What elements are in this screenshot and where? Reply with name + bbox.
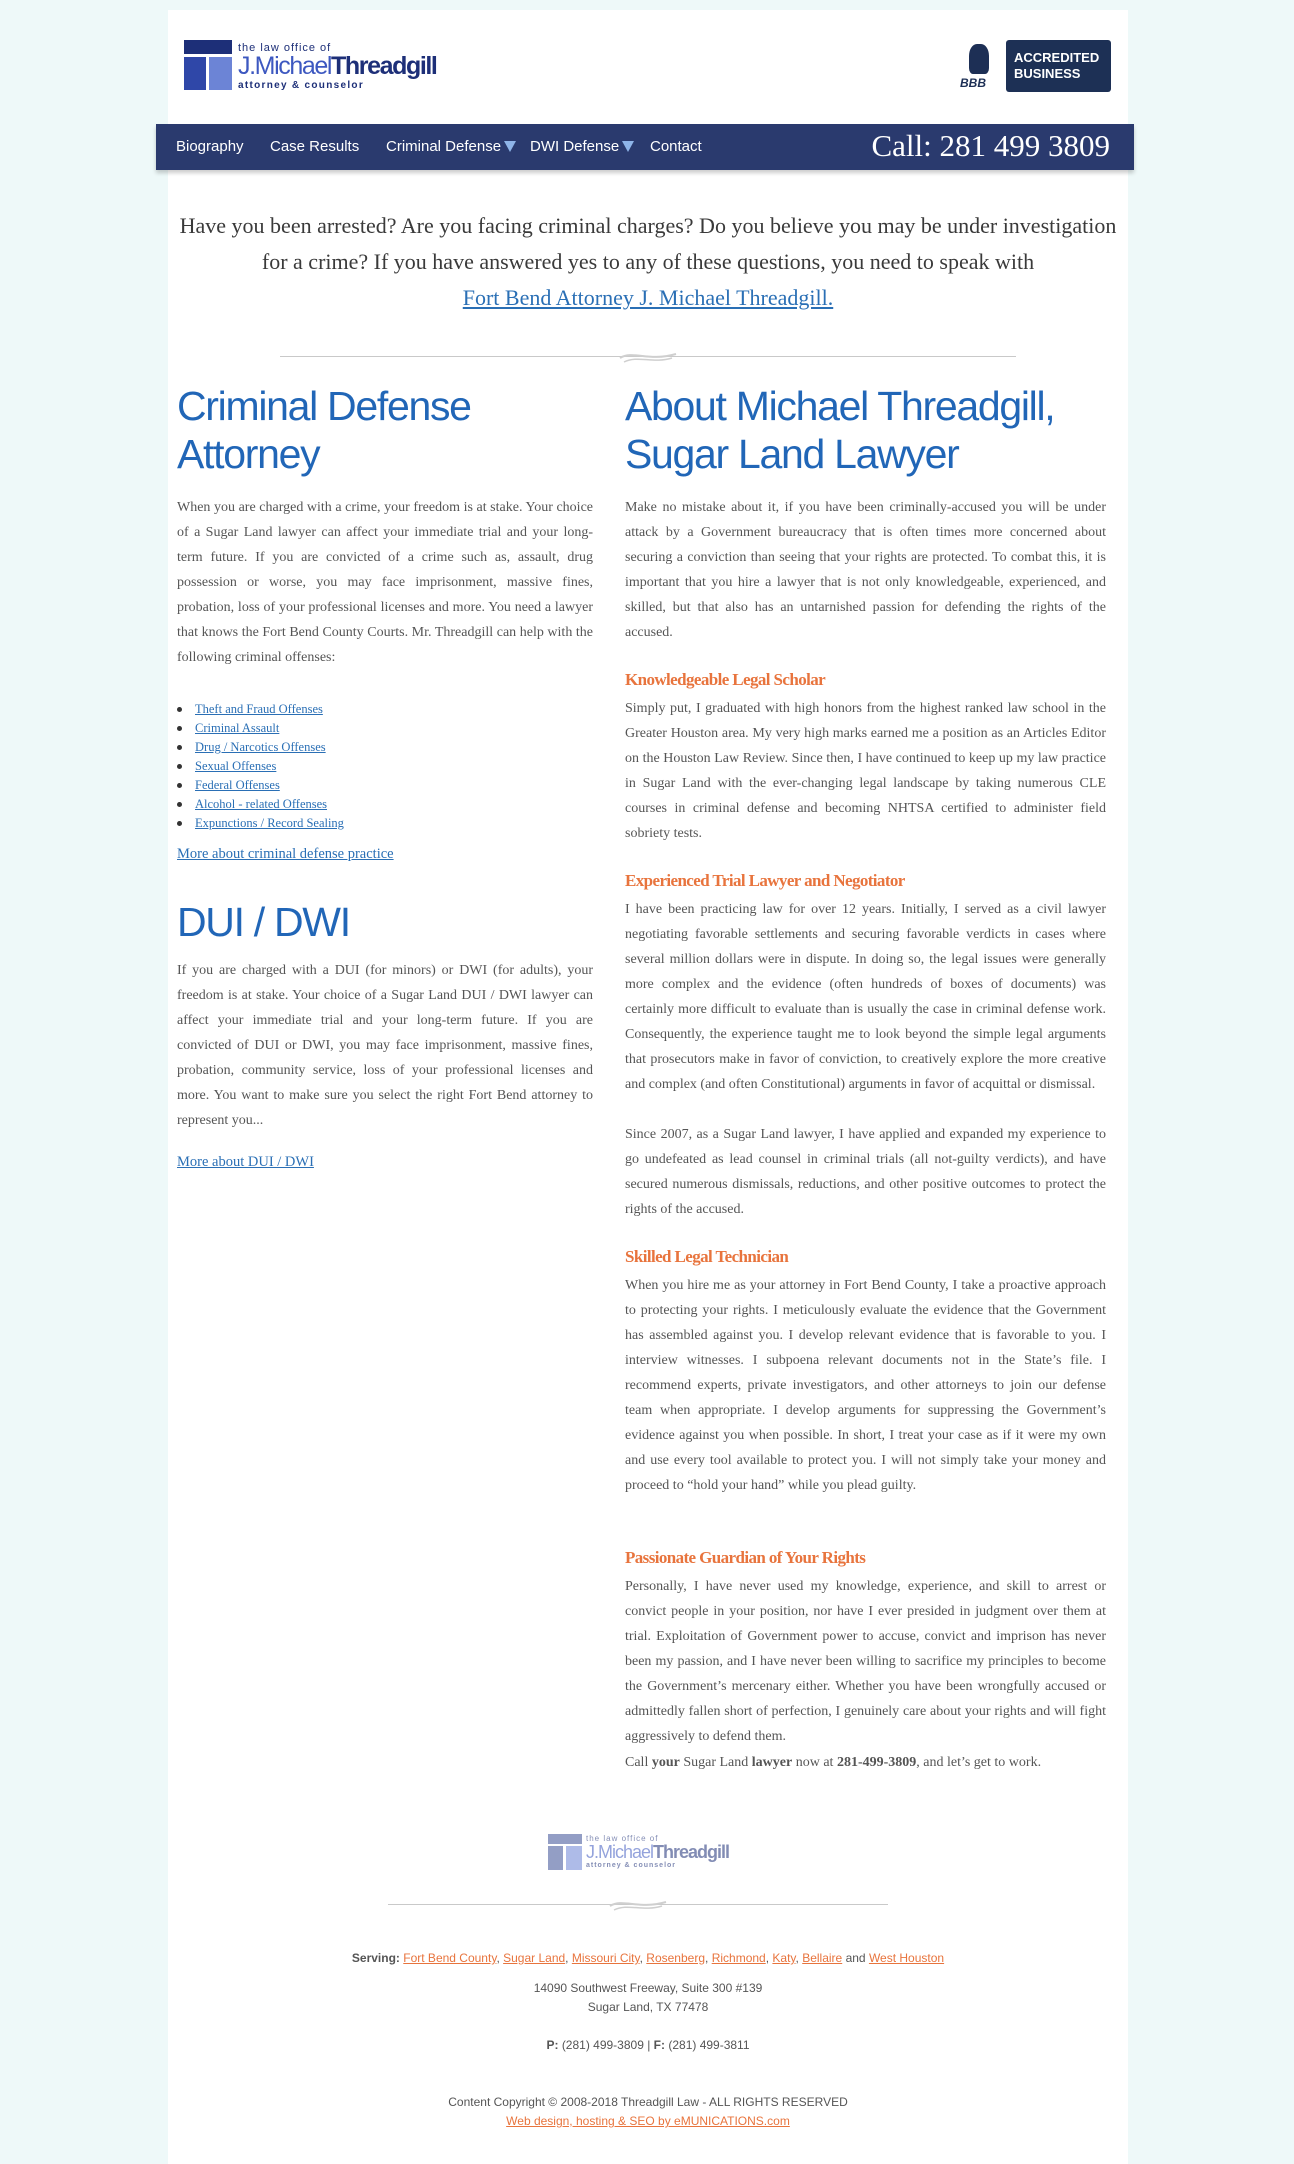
area-link[interactable]: West Houston (868, 1951, 945, 1965)
intro-text: Have you been arrested? Are you facing criminal charges? Do you believe you may be under investigation for a crime? If you have answered yes to any of these questions, you need to speak with Fort Bend Attorney J. Michael Threadgill. (179, 213, 1117, 310)
footer-logo[interactable]: the law office of J.MichaelThreadgill attorney & counselor (548, 1834, 748, 1874)
swirl-icon (618, 350, 678, 364)
call-phone-number[interactable]: Call: 281 499 3809 (871, 128, 1110, 163)
area-link[interactable]: Katy (772, 1951, 796, 1965)
site-logo[interactable]: the law office of J.MichaelThreadgill attorney & counselor (184, 40, 434, 92)
main-nav (156, 124, 1134, 170)
section-text: I have been practicing law for over 12 years. Initially, I served as a civil lawyer negotiating favorable settlements and securing favorable verdicts in cases where several million dollars were in dispute. In doing so, the legal issues were generally more complex and the evidence (often hundreds of boxes of documents) was certainly more difficult to evaluate than is usually the case in criminal defense work. Consequently, the experience taught me to look beyond the simple legal arguments that prosecutors make in favor of conviction, to creatively explore the more creative and complex (and often Constitutional) arguments in favor of acquittal or dismissal. (625, 902, 1106, 1092)
section-heading: Experienced Trial Lawyer and Negotiator (625, 871, 905, 890)
logo-mark (184, 40, 232, 54)
section-text: Since 2007, as a Sugar Land lawyer, I have applied and expanded my experience to go undefeated as lead counsel in criminal trials (all not-guilty verdicts), and have secured numerous dismissals, reductions, and other positive outcomes to protect the rights of the accused. (625, 1127, 1106, 1217)
call-to-action: Call your Sugar Land lawyer now at 281-499-3809, and let’s get to work. (625, 1755, 1042, 1770)
nav-contact[interactable]: Contact (650, 138, 702, 155)
criminal-defense-more-link[interactable]: More about criminal defense practice (177, 846, 394, 862)
dui-dwi-heading: DUI / DWI (177, 899, 350, 945)
copyright: Content Copyright © 2008-2018 Threadgill Law - ALL RIGHTS RESERVED Web design, hosting & SEO by eMUNICATIONS.com (448, 2095, 848, 2128)
nav-criminal-defense[interactable]: Criminal Defense (386, 138, 516, 155)
list-item: Alcohol - related Offenses (177, 795, 597, 814)
criminal-defense-text: When you are charged with a crime, your freedom is at stake. Your choice of a Sugar Land lawyer can affect your immediate trial and your long-term future. If you are convicted of a crime such as, assault, drug possession or worse, you may face imprisonment, massive fines, probation, loss of your professional licenses and more. You need a lawyer that knows the Fort Bend County Courts. Mr. Threadgill can help with the following criminal offenses: (177, 500, 593, 665)
footer-divider (388, 1898, 888, 1912)
section-heading: Skilled Legal Technician (625, 1247, 789, 1266)
about-heading: About Michael Threadgill, Sugar Land Lawyer (625, 383, 1055, 477)
offenses-list (177, 700, 597, 833)
dui-dwi-text: If you are charged with a DUI (for minors) or DWI (for adults), your freedom is at stake. Your choice of a Sugar Land DUI / DWI lawyer can affect your immediate trial and your long-term future. If you are convicted of DUI or DWI, you may face imprisonment, massive fines, probation, community service, loss of your professional licenses and more. You want to make sure you select the right Fort Bend attorney to represent you... (177, 963, 593, 1128)
bbb-accredited-badge[interactable]: BBB ACCREDITED BUSINESS (956, 40, 1111, 93)
divider (280, 350, 1016, 364)
bbb-seal-icon: BBB (956, 40, 1002, 93)
nav-dwi-defense[interactable]: DWI Defense (530, 138, 634, 155)
section-text: Personally, I have never used my knowledge, experience, and skill to arrest or convict people in your position, nor have I ever presided in judgment over them at trial. Exploitation of Government power to accuse, convict and imprison has never been my passion, and I have never been willing to sacrifice my principles to become the Government’s mercenary either. Whether you have been wrongfully accused or admittedly fallen short of perfection, I genuinely care about your rights and will fight aggressively to defend them. (625, 1579, 1106, 1744)
criminal-defense-heading: Criminal Defense Attorney (177, 383, 471, 477)
nav-biography[interactable]: Biography (176, 138, 244, 155)
credit-link[interactable]: Web design, hosting & SEO by eMUNICATIONS.com (506, 2114, 790, 2128)
section-text: Simply put, I graduated with high honors from the highest ranked law school in the Greater Houston area. My very high marks earned me a position as an Articles Editor on the Houston Law Review. Since then, I have continued to keep up my law practice in Sugar Land with the ever-changing legal landscape by taking numerous CLE courses in criminal defense and becoming NHTSA certified to administer field sobriety tests. (625, 701, 1106, 841)
address: 14090 Southwest Freeway, Suite 300 #139 Sugar Land, TX 77478 (533, 1981, 763, 2014)
area-link[interactable]: Fort Bend County (403, 1951, 497, 1965)
attorney-link[interactable]: Fort Bend Attorney J. Michael Threadgill. (462, 285, 834, 310)
about-intro-text: Make no mistake about it, if you have been criminally-accused you will be under attack by a Government bureaucracy that is often times more concerned about securing a conviction than seeing that your rights are protected. To combat this, it is important that you hire a lawyer that is not only knowledgeable, experienced, and skilled, but that also has an untarnished passion for defending the rights of the accused. (625, 500, 1106, 640)
area-link[interactable]: Rosenberg (646, 1951, 706, 1965)
list-item: Federal Offenses (177, 776, 597, 795)
nav-case-results[interactable]: Case Results (270, 138, 360, 155)
area-link[interactable]: Sugar Land (503, 1951, 566, 1965)
swirl-icon (608, 1898, 668, 1912)
contact-numbers: P: (281) 499-3809 | F: (281) 499-3811 (546, 2038, 750, 2052)
area-link[interactable]: Richmond (711, 1951, 766, 1965)
list-item: Expunctions / Record Sealing (177, 814, 597, 833)
area-link[interactable]: Bellaire (802, 1951, 843, 1965)
list-item: Theft and Fraud Offenses (177, 700, 597, 719)
dropdown-arrow-icon (504, 141, 516, 152)
dui-dwi-more-link[interactable]: More about DUI / DWI (177, 1154, 314, 1170)
list-item: Sexual Offenses (177, 757, 597, 776)
page-container (168, 10, 1128, 2164)
service-areas: Serving: Fort Bend County, Sugar Land, Missouri City, Rosenberg, Richmond, Katy, Bellaire and West Houston (351, 1951, 945, 1965)
area-link[interactable]: Missouri City (571, 1951, 640, 1965)
section-heading: Passionate Guardian of Your Rights (625, 1548, 866, 1567)
list-item: Drug / Narcotics Offenses (177, 738, 597, 757)
dropdown-arrow-icon (622, 141, 634, 152)
list-item: Criminal Assault (177, 719, 597, 738)
section-heading: Knowledgeable Legal Scholar (625, 670, 826, 689)
section-text: When you hire me as your attorney in Fort Bend County, I take a proactive approach to protecting your rights. I meticulously evaluate the evidence that the Government has assembled against you. I develop relevant evidence that is favorable to you. I interview witnesses. I subpoena relevant documents not in the State’s file. I recommend experts, private investigators, and other attorneys to join our defense team when appropriate. I develop arguments for suppressing the Government’s evidence against you when possible. In short, I treat your case as if it were my own and use every tool available to protect you. I will not simply take your money and proceed to “hold your hand” while you plead guilty. (625, 1278, 1106, 1493)
